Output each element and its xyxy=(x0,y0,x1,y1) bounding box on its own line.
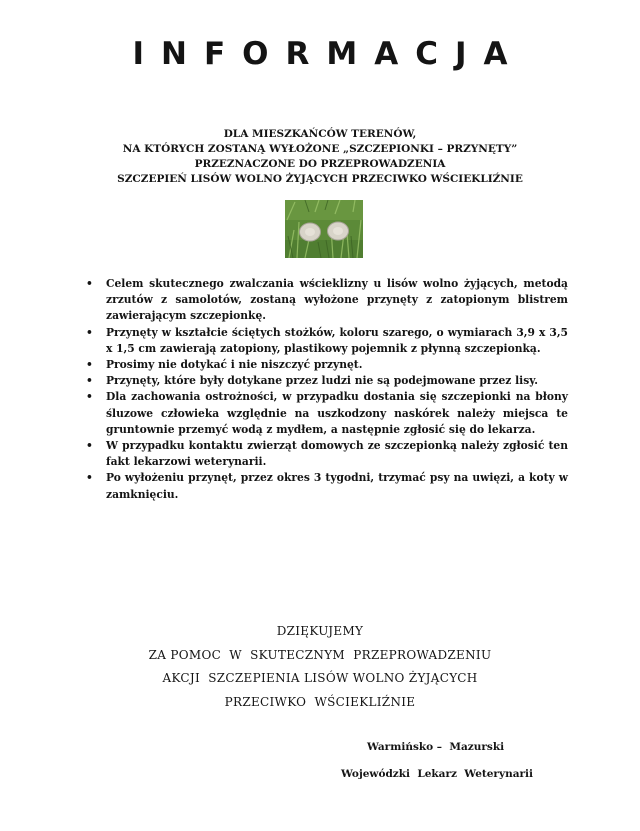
bullet-symbol: • xyxy=(86,358,93,372)
subtitle-line: DLA MIESZKAŃCÓW TERENÓW, xyxy=(223,128,417,140)
bullet-symbol: • xyxy=(86,439,93,453)
subtitle-line: PRZEZNACZONE DO PRZEPROWADZENIA xyxy=(194,158,446,170)
thanks-line: DZIĘKUJEMY xyxy=(276,624,364,638)
list-item xyxy=(84,276,568,325)
list-item-text: Prosimy nie dotykać i nie niszczyć przynęt. xyxy=(106,358,363,372)
list-item xyxy=(84,470,568,502)
instructions-list xyxy=(84,276,568,503)
list-item-text: W przypadku kontaktu zwierząt domowych ze szczepionką należy zgłosić ten fakt lekarzowi weterynarii. xyxy=(106,439,568,469)
list-item xyxy=(84,357,568,373)
bullet-symbol: • xyxy=(86,374,93,388)
thanks-line: AKCJI SZCZEPIENIA LISÓW WOLNO ŻYJĄCYCH xyxy=(162,671,478,685)
bait-photo xyxy=(285,200,363,258)
list-item xyxy=(84,438,568,470)
subtitle-line: SZCZEPIEŃ LISÓW WOLNO ŻYJĄCYCH PRZECIWKO WŚCIEKLIŹNIE xyxy=(117,173,523,185)
bait-photo-image xyxy=(285,200,363,258)
bullet-symbol: • xyxy=(86,325,93,339)
list-item-text: Przynęty w kształcie ściętych stożków, koloru szarego, o wymiarach 3,9 x 3,5 x 1,5 cm zawierają zatopiony, plastikowy pojemnik z płynną szczepionką. xyxy=(106,325,568,355)
signature-title: Wojewódzki Lekarz Weterynarii xyxy=(341,768,534,780)
bullet-symbol: • xyxy=(86,277,93,290)
list-item xyxy=(84,373,568,389)
list-item-text: Po wyłożeniu przynęt, przez okres 3 tygodni, trzymać psy na uwięzi, a koty w zamknięciu. xyxy=(106,471,568,501)
thanks-line: PRZECIWKO WŚCIEKLIŹNIE xyxy=(224,694,416,709)
subtitle-line: NA KTÓRYCH ZOSTANĄ WYŁOŻONE „SZCZEPIONKI – PRZYNĘTY” xyxy=(122,143,518,155)
list-item xyxy=(84,389,568,438)
list-item xyxy=(84,325,568,357)
subtitle xyxy=(60,127,580,187)
signature-region: Warmińsko – Mazurski xyxy=(367,741,505,753)
list-item-text: Przynęty, które były dotykane przez ludzi nie są podejmowane przez lisy. xyxy=(106,374,538,388)
bullet-symbol: • xyxy=(86,390,93,404)
bullet-symbol: • xyxy=(86,471,93,485)
document-title: INFORMACJA xyxy=(132,36,525,72)
list-item-text: Celem skutecznego zwalczania wścieklizny u lisów wolno żyjących, metodą zrzutów z samolotów, zostaną wyłożone przynęty z zatopionym blistrem zawierającym szczepionkę. xyxy=(106,277,568,323)
list-item-text: Dla zachowania ostrożności, w przypadku dostania się szczepionki na błony śluzowe człowieka względnie na uszkodzony naskórek należy miejsca te gruntownie przemyć wodą z mydłem, a następnie zgłosić się do lekarza. xyxy=(106,390,568,436)
thanks-block xyxy=(60,620,580,714)
thanks-line: ZA POMOC W SKUTECZNYM PRZEPROWADZENIU xyxy=(148,647,492,662)
